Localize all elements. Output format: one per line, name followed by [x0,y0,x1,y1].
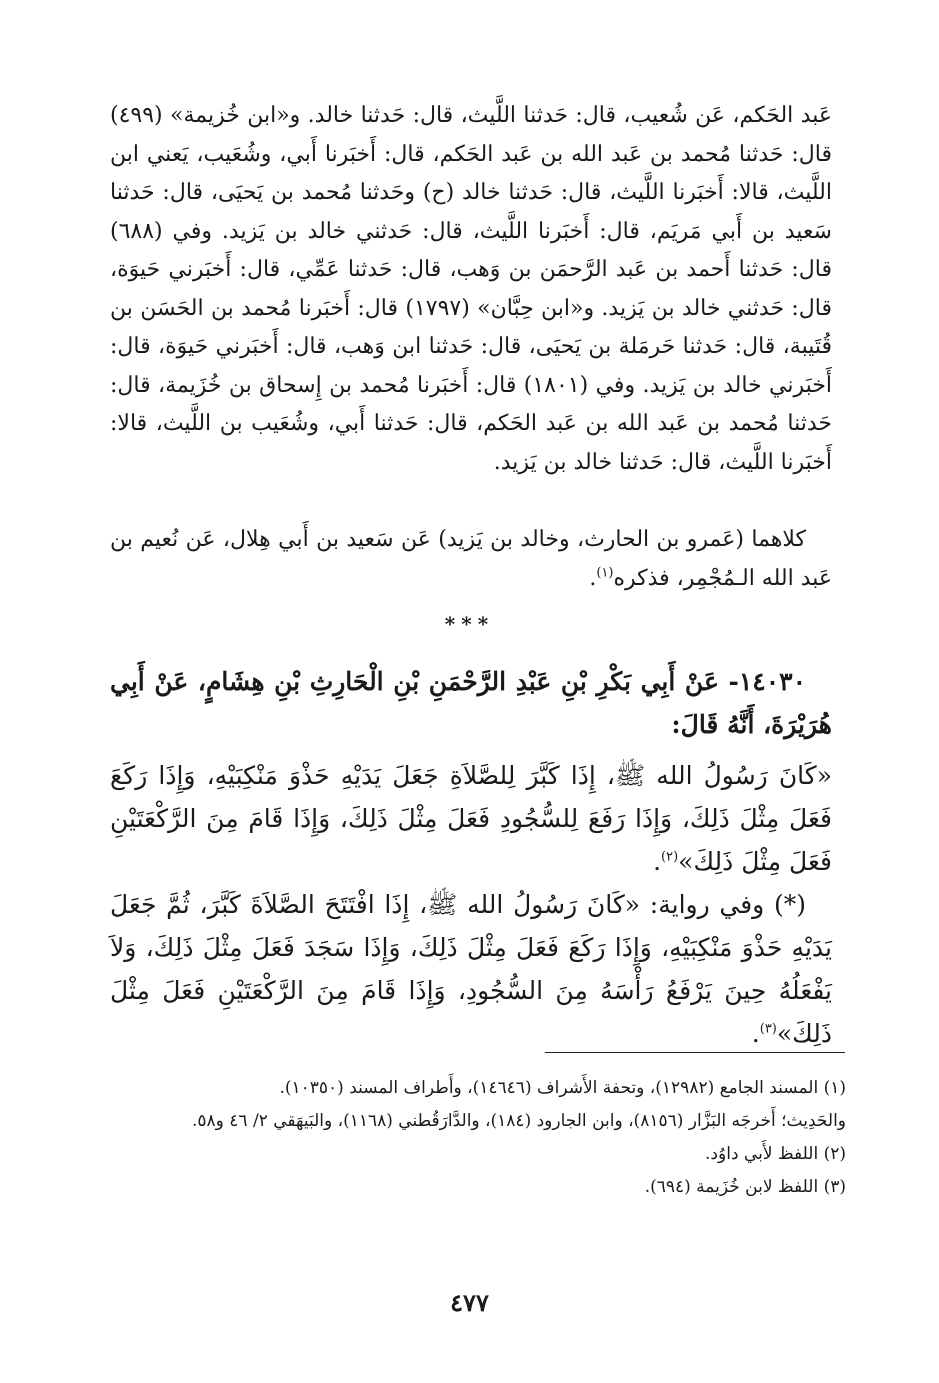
summary-text: كلاهما (عَمرو بن الحارث، وخالد بن يَزيد) عَن سَعيد بن أَبي هِلال، عَن نُعيم بن عَبد الله الـمُجْمِر، فذكره [110,527,832,591]
hadith-heading [110,660,832,746]
isnad-block [110,97,832,482]
footnote-ref-1[interactable]: (١) [596,565,614,581]
hadith-heading-text: - عَنْ أَبِي بَكْرِ بْنِ عَبْدِ الرَّحْمَنِ بْنِ الْحَارِثِ بْنِ هِشَامٍ، عَنْ أَبِي هُرَيْرَةَ، أَنَّهُ قَالَ: [110,667,832,739]
footnote-3: (٣) اللفظ لابن خُزَيمة (٦٩٤). [644,1177,846,1197]
footnote-1: (١) المسند الجامع (١٢٩٨٢)، وتحفة الأَشراف (١٤٦٤٦)، وأَطراف المسند (١٠٣٥٠). [279,1078,846,1098]
summary-block [110,521,832,598]
footnote-2: (٢) اللفظ لأَبي داوُد. [705,1144,846,1164]
section-separator: *** [444,612,495,636]
footnote-ref-3[interactable]: (٣) [759,1021,777,1037]
page-number: ٤٧٧ [450,1288,489,1317]
hadith-riwaya-end: . [751,1019,760,1048]
summary-paragraph [110,521,832,598]
footnote-1-continued: والحَدِيث؛ أَخرجَه البَزَّار (٨١٥٦)، وابن الجارود (١٨٤)، والدَّارَقُطني (١١٦٨)، والبَيهَقي ٢/ ٤٦ و٥٨. [191,1111,846,1131]
hadith-riwaya [110,883,832,1055]
hadith-riwaya-text: (*) وفي رواية: «كَانَ رَسُولُ الله ﷺ، إِذَا افْتَتَحَ الصَّلاَةَ كَبَّرَ، ثُمَّ جَعَلَ يَدَيْهِ حَذْوَ مَنْكِبَيْهِ، وَإِذَا رَكَعَ فَعَلَ مِثْلَ ذَلِكَ، وَإِذَا سَجَدَ فَعَلَ مِثْلَ ذَلِكَ، وَلاَ يَفْعَلُهُ حِينَ يَرْفَعُ رَأْسَهُ مِنَ السُّجُودِ، وَإِذَا قَامَ مِنَ الرَّكْعَتَيْنِ فَعَلَ مِثْلَ ذَلِكَ» [110,890,832,1048]
hadith-block [110,660,832,1055]
hadith-matn [110,754,832,883]
summary-end: . [589,565,597,591]
hadith-matn-text: «كَانَ رَسُولُ الله ﷺ، إِذَا كَبَّرَ لِلصَّلاَةِ جَعَلَ يَدَيْهِ حَذْوَ مَنْكِبَيْهِ، وَإِذَا رَكَعَ فَعَلَ مِثْلَ ذَلِكَ، وَإِذَا رَفَعَ لِلسُّجُودِ فَعَلَ مِثْلَ ذَلِكَ، وَإِذَا قَامَ مِنَ الرَّكْعَتَيْنِ فَعَلَ مِثْلَ ذَلِكَ» [110,761,832,876]
isnad-paragraph: عَبد الحَكم، عَن شُعيب، قال: حَدثنا اللَّيث، قال: حَدثنا خالد. و«ابن خُزيمة» (٤٩٩) قال: حَدثنا مُحمد بن عَبد الله بن عَبد الحَكم، قال: أَخبَرنا أَبي، وشُعَيب، يَعني ابن اللَّيث، قالا: أَخبَرنا اللَّيث، قال: حَدثنا خالد (ح) وحَدثنا مُحمد بن يَحيَى، قال: حَدثنا سَعيد بن أَبي مَريَم، قال: أَخبَرنا اللَّيث، قال: حَدثني خالد بن يَزيد. وفي (٦٨٨) قال: حَدثنا أَحمد بن عَبد الرَّحمَن بن وَهب، قال: حَدثنا عَمِّي، قال: أَخبَرني حَيوَة، قال: حَدثني خالد بن يَزيد. و«ابن حِبَّان» (١٧٩٧) قال: أَخبَرنا مُحمد بن الحَسَن بن قُتَيبة، قال: حَدثنا حَرمَلة بن يَحيَى، قال: حَدثنا ابن وَهب، قال: أَخبَرني حَيوَة، قال: أَخبَرني خالد بن يَزيد. وفي (١٨٠١) قال: أَخبَرنا مُحمد بن إِسحاق بن خُزَيمة، قال: حَدثنا مُحمد بن عَبد الله بن عَبد الحَكم، قال: حَدثنا أَبي، وشُعَيب بن اللَّيث، قالا: أَخبَرنا اللَّيث، قال: حَدثنا خالد بن يَزيد. [110,103,832,475]
hadith-matn-end: . [653,847,662,876]
footnote-divider [545,1052,845,1053]
hadith-number: ١٤٠٣٠ [738,667,806,696]
footnote-ref-2[interactable]: (٢) [661,849,679,865]
footnotes [110,1072,846,1204]
